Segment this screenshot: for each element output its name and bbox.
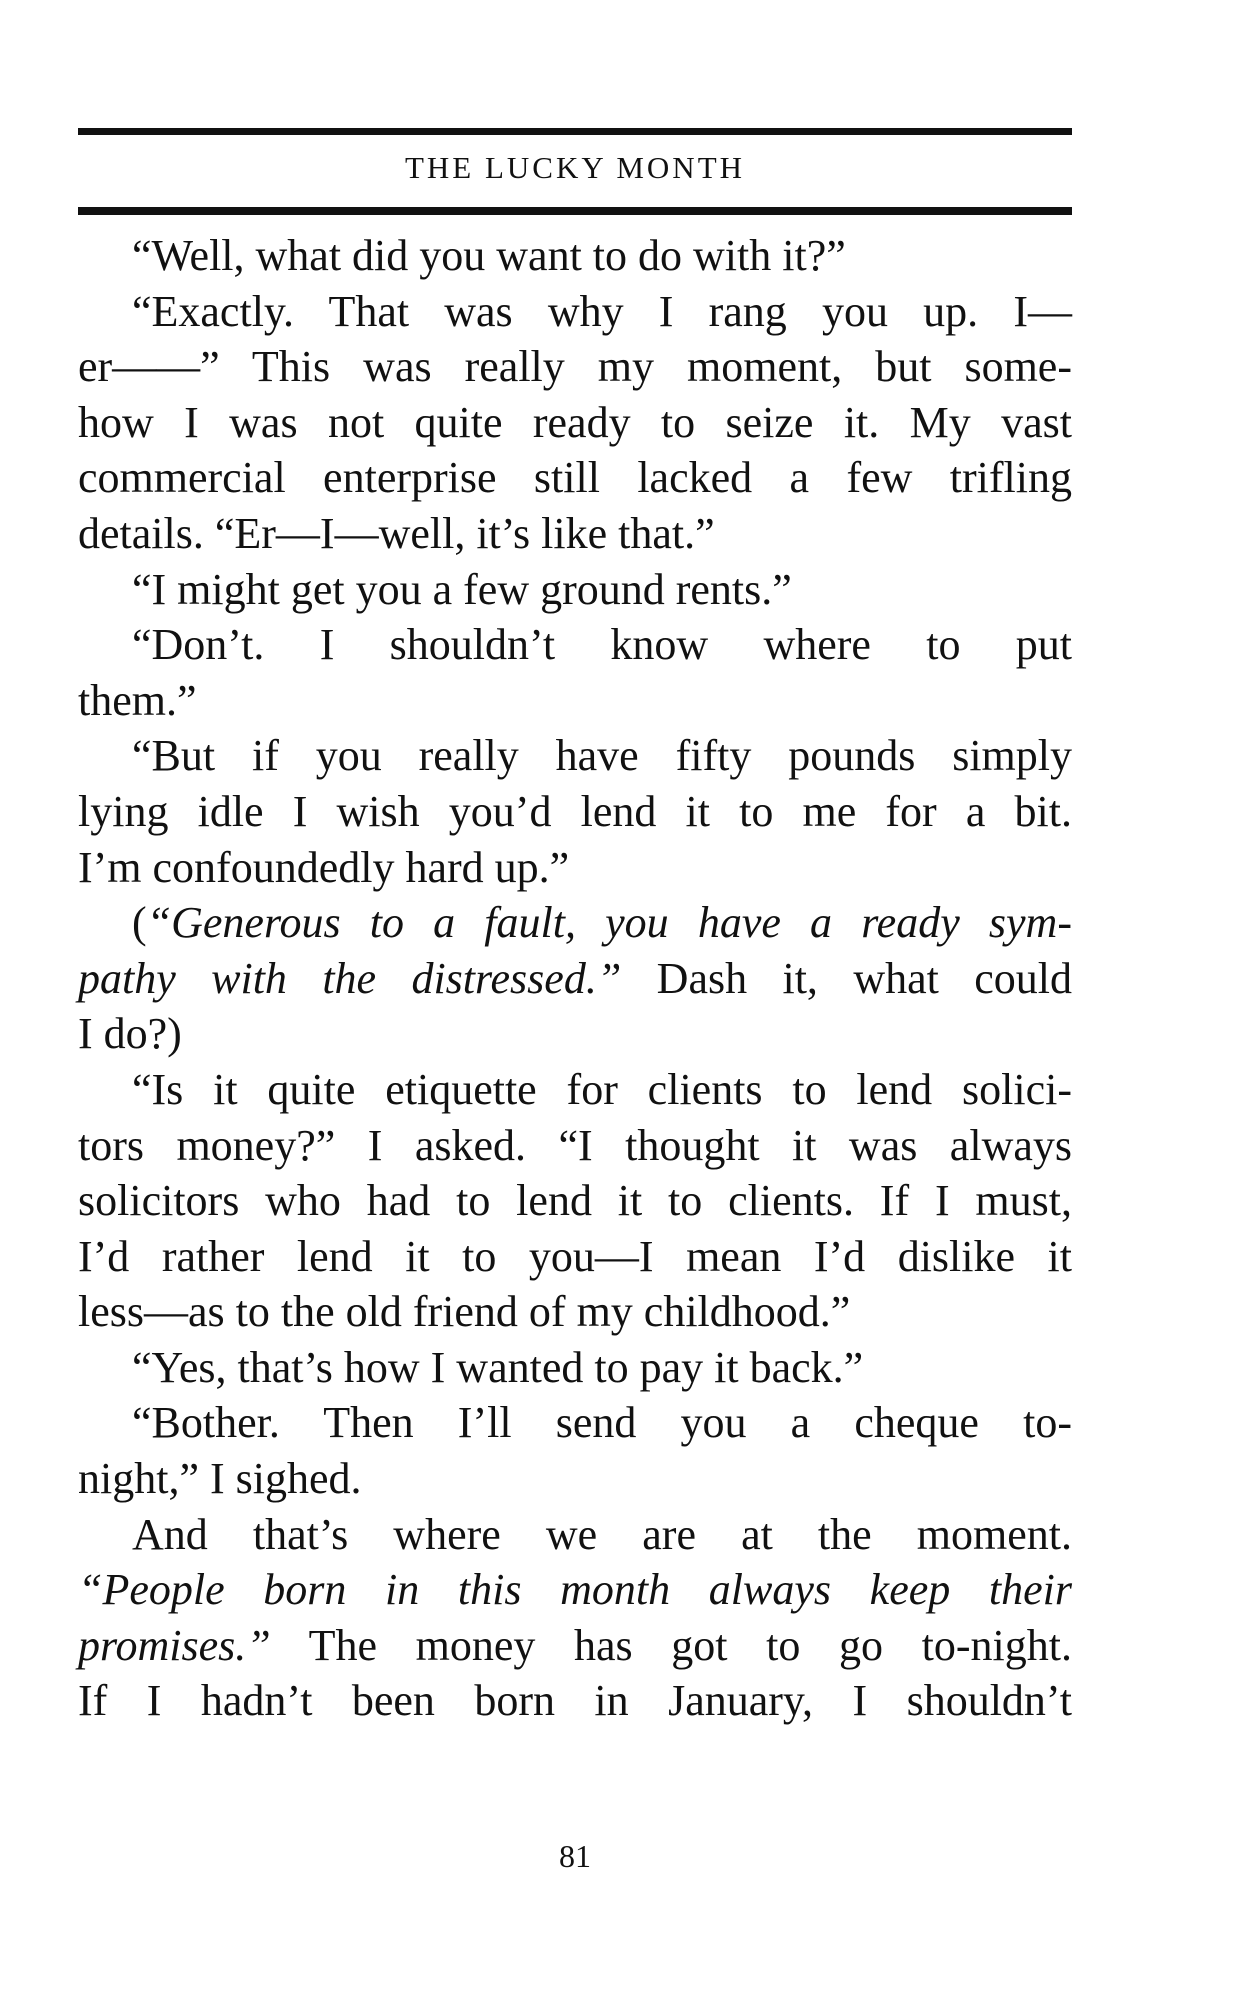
header-rule-top	[78, 128, 1072, 135]
text-line	[78, 895, 1072, 951]
text-segment: And that’s where we are at the moment.	[132, 1509, 1072, 1559]
text-segment: I do?)	[78, 1009, 182, 1059]
italic-text: “People born in this month always keep their	[78, 1565, 1072, 1615]
text-segment: If I hadn’t been born in January, I shouldn’t	[78, 1676, 1072, 1726]
text-line	[78, 1395, 1072, 1451]
text-segment: solicitors who had to lend it to clients. If I must,	[78, 1176, 1072, 1226]
text-segment: night,” I sighed.	[78, 1454, 362, 1504]
text-segment: “Yes, that’s how I wanted to pay it back.”	[132, 1342, 864, 1392]
text-segment: them.”	[78, 675, 197, 725]
text-segment: I’m confoundedly hard up.”	[78, 842, 570, 892]
text-line	[78, 284, 1072, 340]
text-line	[78, 1340, 1072, 1396]
text-line	[78, 951, 1072, 1007]
text-line	[78, 395, 1072, 451]
text-line	[78, 1229, 1072, 1285]
text-line	[78, 1173, 1072, 1229]
text-segment: “Exactly. That was why I rang you up. I—	[132, 286, 1072, 336]
italic-text: promises.”	[78, 1620, 271, 1670]
text-segment: “But if you really have fifty pounds simply	[132, 731, 1072, 781]
italic-text: pathy with the distressed.”	[78, 953, 622, 1003]
text-line	[78, 228, 1072, 284]
text-line	[78, 840, 1072, 896]
text-line	[78, 450, 1072, 506]
text-line	[78, 1284, 1072, 1340]
text-line	[78, 617, 1072, 673]
page-number: 81	[559, 1838, 591, 1874]
text-segment: (	[132, 898, 147, 948]
text-segment: “Is it quite etiquette for clients to lend solici-	[132, 1064, 1072, 1114]
text-line	[78, 562, 1072, 618]
running-head: THE LUCKY MONTH	[404, 150, 746, 185]
text-line	[78, 784, 1072, 840]
text-segment: lying idle I wish you’d lend it to me for a bit.	[78, 786, 1072, 836]
text-segment: I’d rather lend it to you—I mean I’d dislike it	[78, 1231, 1072, 1281]
text-line	[78, 728, 1072, 784]
italic-text: “Generous to a fault, you have a ready sym-	[146, 898, 1072, 948]
text-line	[78, 1451, 1072, 1507]
text-segment: “Well, what did you want to do with it?”	[132, 231, 846, 280]
text-segment: how I was not quite ready to seize it. My vast	[78, 397, 1072, 447]
text-line	[78, 1062, 1072, 1118]
text-segment: less—as to the old friend of my childhood.”	[78, 1287, 851, 1337]
text-line	[78, 1006, 1072, 1062]
text-segment: “Don’t. I shouldn’t know where to put	[132, 620, 1072, 670]
header-rule-bottom	[78, 207, 1072, 215]
text-line	[78, 1507, 1072, 1563]
text-line	[78, 1118, 1072, 1174]
text-segment: The money has got to go to-night.	[270, 1620, 1072, 1670]
text-segment: tors money?” I asked. “I thought it was always	[78, 1120, 1072, 1170]
text-line	[78, 673, 1072, 729]
text-line	[78, 1562, 1072, 1618]
text-line	[78, 1673, 1072, 1729]
text-segment: er——” This was really my moment, but some-	[78, 342, 1072, 392]
body-text	[78, 228, 1072, 1729]
text-segment: “I might get you a few ground rents.”	[132, 564, 792, 614]
text-segment: commercial enterprise still lacked a few trifling	[78, 453, 1072, 503]
text-segment: “Bother. Then I’ll send you a cheque to-	[132, 1398, 1072, 1448]
text-line	[78, 1618, 1072, 1674]
text-line	[78, 339, 1072, 395]
text-line	[78, 506, 1072, 562]
text-segment: Dash it, what could	[621, 953, 1072, 1003]
text-segment: details. “Er—I—well, it’s like that.”	[78, 508, 715, 558]
